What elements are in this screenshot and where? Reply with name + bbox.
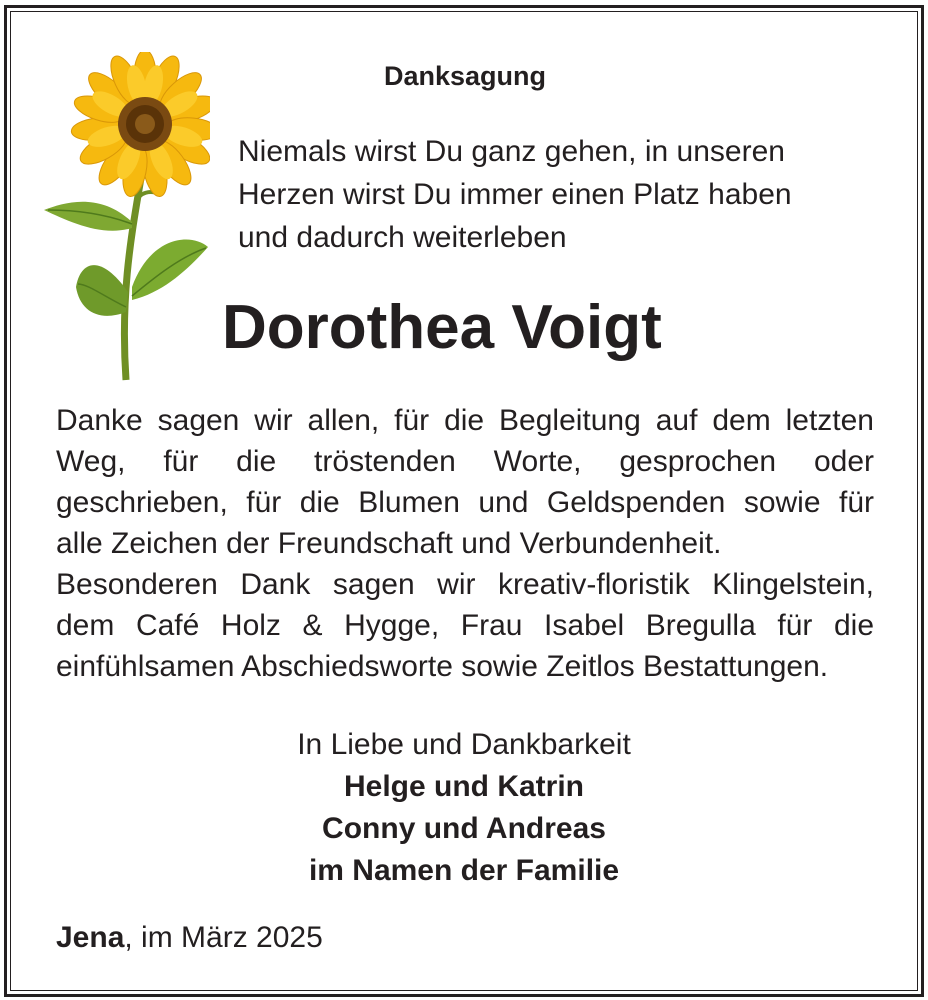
thanks-text	[56, 400, 874, 687]
text-line: Danke sagen wir allen, für die Begleitung auf dem letzten	[56, 404, 874, 437]
signoff	[180, 724, 748, 892]
city: Jena	[56, 921, 125, 954]
quote-line: Niemals wirst Du ganz gehen, in unseren	[238, 135, 785, 168]
quote-line: und dadurch weiterleben	[238, 221, 567, 254]
place-date	[56, 918, 323, 958]
signoff-intro: In Liebe und Dankbarkeit	[297, 728, 631, 761]
text-line: einfühlsamen Abschiedsworte sowie Zeitlos Bestattungen.	[56, 650, 829, 683]
quote-line: Herzen wirst Du immer einen Platz haben	[238, 178, 792, 211]
signoff-name: Helge und Katrin	[343, 770, 584, 803]
signoff-name: im Namen der Familie	[308, 854, 620, 887]
text-line: Besonderen Dank sagen wir kreativ-floristik Klingelstein,	[56, 568, 874, 601]
date: , im März 2025	[124, 921, 323, 954]
text-line: alle Zeichen der Freundschaft und Verbundenheit.	[56, 527, 722, 560]
text-line: Weg, für die tröstenden Worte, gesprochen oder	[56, 445, 874, 478]
quote	[238, 130, 878, 259]
sunflower-icon	[40, 52, 210, 382]
deceased-name: Dorothea Voigt	[222, 293, 662, 362]
text-line: dem Café Holz & Hygge, Frau Isabel Bregulla für die	[56, 609, 874, 642]
signoff-name: Conny und Andreas	[322, 812, 606, 845]
text-line: geschrieben, für die Blumen und Geldspenden sowie für	[56, 486, 874, 519]
heading: Danksagung	[383, 61, 547, 91]
